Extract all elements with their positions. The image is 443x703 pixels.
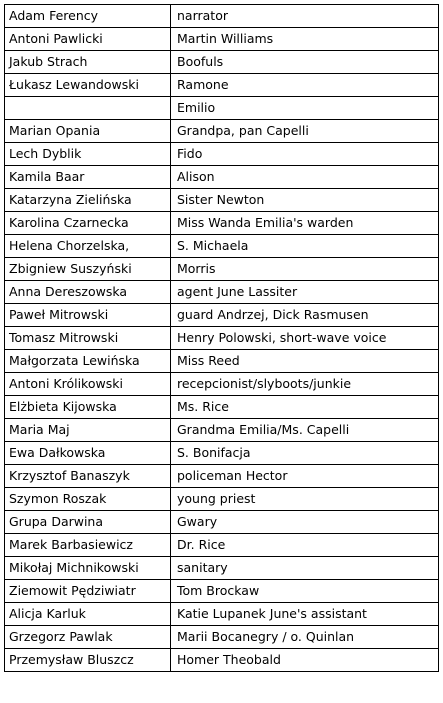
role-cell: narrator	[171, 5, 439, 28]
table-row	[5, 166, 439, 189]
role-cell: Sister Newton	[171, 189, 439, 212]
actor-cell: Jakub Strach	[5, 51, 171, 74]
table-row	[5, 189, 439, 212]
actor-cell: Maria Maj	[5, 419, 171, 442]
table-row	[5, 74, 439, 97]
table-row	[5, 396, 439, 419]
actor-cell: Grzegorz Pawlak	[5, 626, 171, 649]
role-cell: guard Andrzej, Dick Rasmusen	[171, 304, 439, 327]
role-cell: S. Michaela	[171, 235, 439, 258]
table-row	[5, 281, 439, 304]
actor-cell: Mikołaj Michnikowski	[5, 557, 171, 580]
role-cell: Ramone	[171, 74, 439, 97]
actor-cell: Przemysław Bluszcz	[5, 649, 171, 672]
role-cell: Miss Reed	[171, 350, 439, 373]
actor-cell: Antoni Pawlicki	[5, 28, 171, 51]
table-row	[5, 212, 439, 235]
role-cell: Henry Polowski, short-wave voice	[171, 327, 439, 350]
actor-cell: Helena Chorzelska,	[5, 235, 171, 258]
table-row	[5, 97, 439, 120]
table-row	[5, 488, 439, 511]
table-row	[5, 28, 439, 51]
actor-cell: Grupa Darwina	[5, 511, 171, 534]
role-cell: Dr. Rice	[171, 534, 439, 557]
table-row	[5, 5, 439, 28]
actor-cell: Antoni Królikowski	[5, 373, 171, 396]
actor-cell: Marian Opania	[5, 120, 171, 143]
table-row	[5, 557, 439, 580]
role-cell: Katie Lupanek June's assistant	[171, 603, 439, 626]
actor-cell: Ziemowit Pędziwiatr	[5, 580, 171, 603]
table-row	[5, 304, 439, 327]
table-row	[5, 143, 439, 166]
role-cell: young priest	[171, 488, 439, 511]
role-cell: Martin Williams	[171, 28, 439, 51]
table-row	[5, 534, 439, 557]
role-cell: Grandpa, pan Capelli	[171, 120, 439, 143]
table-row	[5, 603, 439, 626]
role-cell: Homer Theobald	[171, 649, 439, 672]
cast-document	[4, 4, 439, 672]
table-row	[5, 51, 439, 74]
table-row	[5, 120, 439, 143]
table-row	[5, 442, 439, 465]
actor-cell: Marek Barbasiewicz	[5, 534, 171, 557]
role-cell: Morris	[171, 258, 439, 281]
role-cell: agent June Lassiter	[171, 281, 439, 304]
table-row	[5, 258, 439, 281]
table-row	[5, 580, 439, 603]
role-cell: Boofuls	[171, 51, 439, 74]
actor-cell: Paweł Mitrowski	[5, 304, 171, 327]
table-row	[5, 373, 439, 396]
role-cell: Tom Brockaw	[171, 580, 439, 603]
table-row	[5, 649, 439, 672]
actor-cell: Kamila Baar	[5, 166, 171, 189]
actor-cell: Małgorzata Lewińska	[5, 350, 171, 373]
actor-cell	[5, 97, 171, 120]
actor-cell: Szymon Roszak	[5, 488, 171, 511]
role-cell: policeman Hector	[171, 465, 439, 488]
role-cell: Miss Wanda Emilia's warden	[171, 212, 439, 235]
table-row	[5, 465, 439, 488]
actor-cell: Alicja Karluk	[5, 603, 171, 626]
role-cell: sanitary	[171, 557, 439, 580]
table-row	[5, 419, 439, 442]
table-row	[5, 350, 439, 373]
actor-cell: Lech Dyblik	[5, 143, 171, 166]
cast-table-body	[5, 5, 439, 672]
table-row	[5, 327, 439, 350]
actor-cell: Adam Ferency	[5, 5, 171, 28]
actor-cell: Tomasz Mitrowski	[5, 327, 171, 350]
actor-cell: Katarzyna Zielińska	[5, 189, 171, 212]
role-cell: Marii Bocanegry / o. Quinlan	[171, 626, 439, 649]
actor-cell: Zbigniew Suszyński	[5, 258, 171, 281]
actor-cell: Krzysztof Banaszyk	[5, 465, 171, 488]
role-cell: recepcionist/slyboots/junkie	[171, 373, 439, 396]
role-cell: Emilio	[171, 97, 439, 120]
actor-cell: Elżbieta Kijowska	[5, 396, 171, 419]
table-row	[5, 626, 439, 649]
actor-cell: Anna Dereszowska	[5, 281, 171, 304]
actor-cell: Łukasz Lewandowski	[5, 74, 171, 97]
role-cell: S. Bonifacja	[171, 442, 439, 465]
cast-table	[4, 4, 439, 672]
table-row	[5, 511, 439, 534]
role-cell: Grandma Emilia/Ms. Capelli	[171, 419, 439, 442]
actor-cell: Karolina Czarnecka	[5, 212, 171, 235]
role-cell: Fido	[171, 143, 439, 166]
table-row	[5, 235, 439, 258]
role-cell: Ms. Rice	[171, 396, 439, 419]
role-cell: Gwary	[171, 511, 439, 534]
actor-cell: Ewa Dałkowska	[5, 442, 171, 465]
role-cell: Alison	[171, 166, 439, 189]
